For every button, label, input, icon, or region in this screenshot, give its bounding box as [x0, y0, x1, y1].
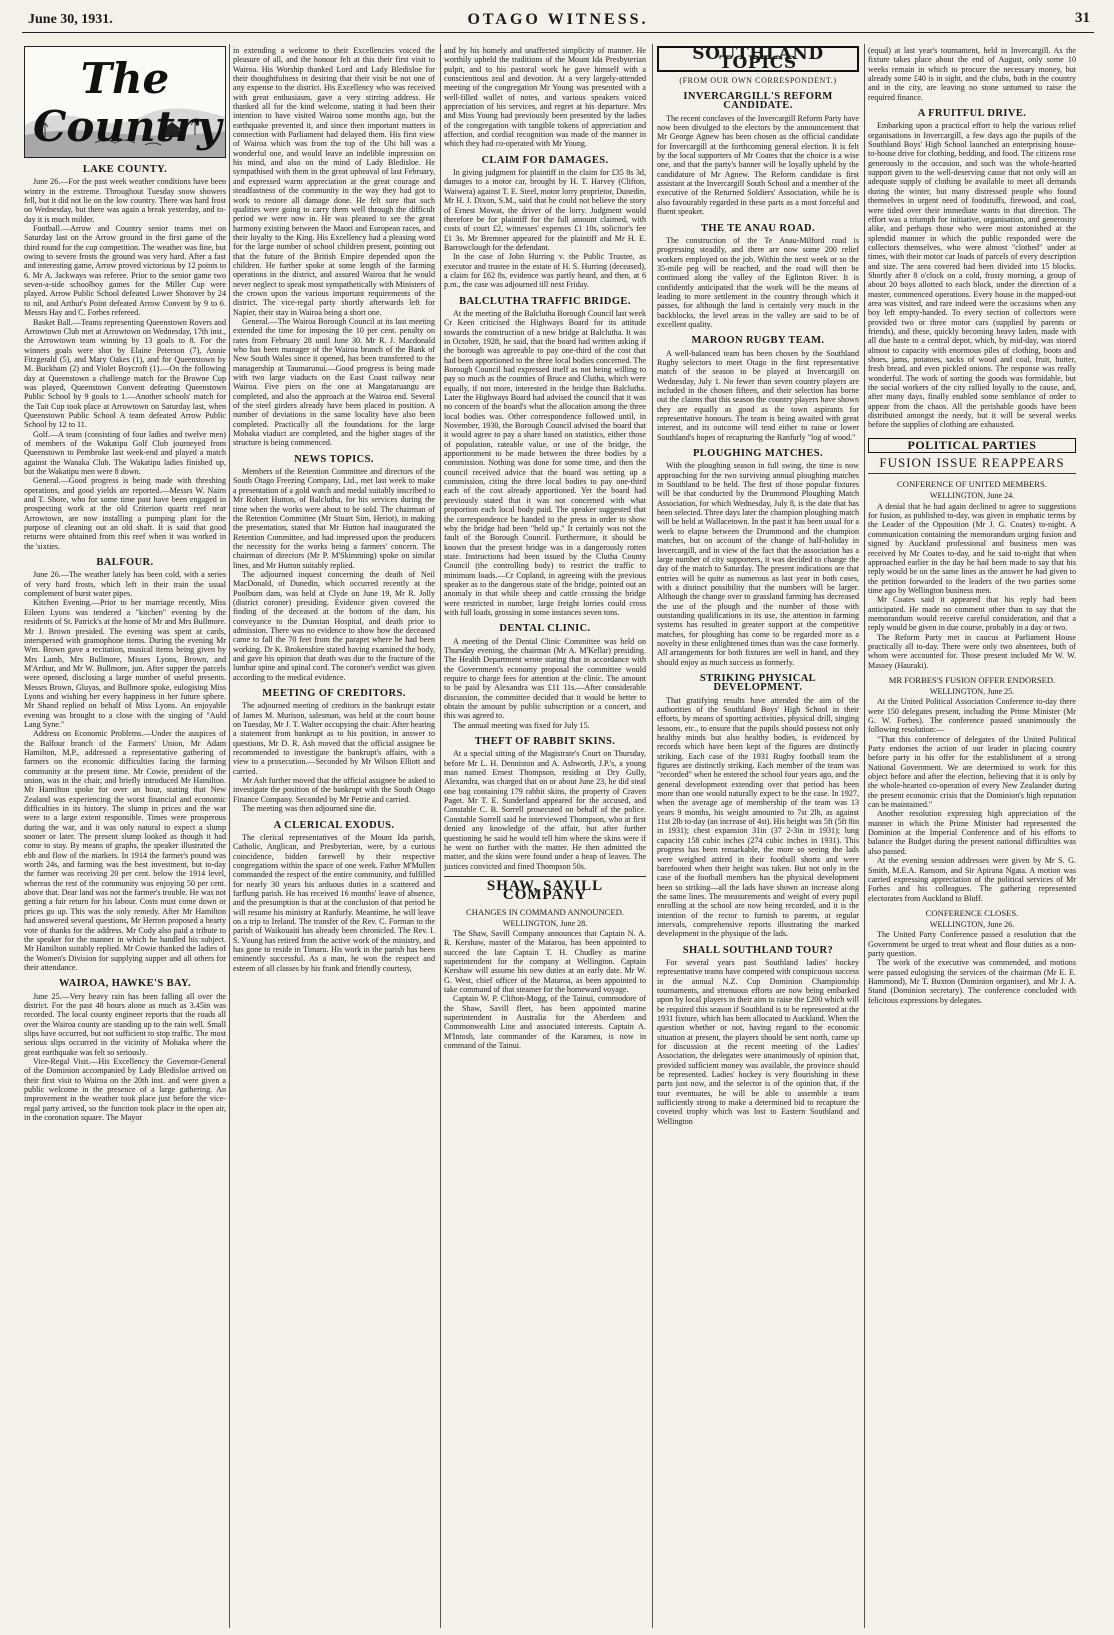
paragraph: That gratifying results have attended the aim of the authorities of the Southland Boys' High School in their efforts, by means of sporting activities, physical drill, singing lessons, etc., to ensure that the pupils should possess not only healthy minds but also healthy bodies, is evidenced by records which have been kept of the figures are distinctly striking. Each case of the 1931 Rugby football team the figures are distinctly striking. Each member of the team was "recorded" when he entered the school four years ago, and the general development extending over that period has been more than one would naturally expect to be the case. In 1927, when the average age of membership of the team was 13 years 9 months, his weight amounted to 7st 2lb, as against 11st 2lb to-day (an increase of 4st). His height was 5ft (5ft 8in in 1931); chest expansion 31in (37 2-3in in 1931); lung capacity 158 cubic inches (274 cubic inches in 1931). This progress has been remarkable, the more so seeing the lads were weighed attired in their football shorts and were barefooted when their height was taken. But not only in the case of the football members has the physical development been so striking—all the lads have shown an increase along the same lines. The measurements and weight of every pupil enrolling at the school are now being recorded, and it is the intention of the rector to furnish to parents, at regular intervals, comprehensive reports illustrating the marked development in the physique of the lads.: [657, 695, 859, 939]
section-heading: DENTAL CLINIC.: [499, 623, 591, 635]
paragraph: Embarking upon a practical effort to help the various relief organisations in Invercargill, a few days ago the pupils of the Southland Boys' High School launched an enterprising house-to-house drive for clothing, bedding, and food. The citizens rose generously to the occasion, and such was the whole-hearted support given to the well-deserving cause that not only will an adequate supply of clothing be available to meet all demands during the winter, but many distressed people who found themselves in urgent need of foodstuffs, firewood, and coal, were tided over their immediate wants in that direction. The effort was a triumph for initiative, organisation, and generosity alike, and perhaps those who were most astonished at the splendid manner in which the public responded were the collectors themselves, who were almost "clothed" under at times, with their motor car loads of parcels of every description and size. The area covered had been divided into 15 blocks. Shortly after 8 o'clock on a cold, frosty morning, a group of about 20 boys allotted to each block, under the direction of a master, commenced operations. Every house in the mapped-out area was visited, and rare indeed were the occasions when any boy left empty-handed. To every section of collectors were provided two or three motor cars (supplied by parents or friends), and these, quickly becoming heavy laden, made with all due haste to a central depot, which, by mid-day, was stored almost to capacity with enormous piles of clothing, boots and shoes, jams, potatoes, sacks of wood and coal, fruit, butter, fresh bread, and even pickled onions. The response was really wonderful. The work of sorting the goods was formidable, but the social workers of the city rallied loyally to the cause, and, after many days, finally enabled some semblance of order to appear from the chaos. All the perishable goods have been distributed amongst the needy, but it will be several weeks before the supplies of clothing are exhausted.: [868, 121, 1076, 430]
paragraph: "That this conference of delegates of the United Political Party endorses the action of our leader in placing country before party in his offer for the establishment of a strong National Government. We are determined to work for this object before and after the election, believing that it is only by the whole-hearted co-operation of every New Zealander during the present economic crisis that the Dominion's high reputation can be maintained.": [868, 734, 1076, 810]
paragraph: General.—The Wairoa Borough Council at its last meeting extended the time for imposing the 10 per cent. penalty on rates from February 28 until June 30. Mr R. J. Macdonald who has been manager of the Wairoa branch of the Bank of New South Wales since it opened, has been transferred to the managership at Taumarunui.—Good progress is being made with two large viaducts on the East Coast railway near Wairoa. Five piers on the one at Mangataruangu are completed, and also the approach at the Wairoa end. Several of the steel girders already have been placed in position. A number of deviations in the same locality have also been completed. Practically all the foundations for the large Mohaka viaduct are completed, and the higher stages of the structure is being commenced.: [233, 316, 435, 448]
shaw-savill-headline: SHAW, SAVILL COMPANY: [486, 877, 604, 904]
divider: [868, 473, 1076, 474]
section-heading: LAKE COUNTY.: [82, 164, 168, 175]
paragraph: A denial that he had again declined to agree to suggestions for fusion, as published to-day, was given in emphatic terms by the Leader of the Opposition (Mr J. G. Coates) to-night. A communication containing the memorandum urging fusion and signed by Auckland professional and business men was received by Mr Coates to-day, and he said to-night that when approached earlier in the day he had been made to say that his reply would be on the same lines as the answer he had given to the petition forwarded to the leaders of the two parties some time ago by Wellington business men.: [868, 501, 1076, 595]
paragraph: The United Party Conference passed a resolution that the Government be urged to treat wheat and flour duties as a non-party question.: [868, 930, 1076, 958]
paragraph: (equal) at last year's tournament, held in Invercargill. As the fixture takes place about the end of August, only some 10 weeks remain in which to procure the necessary money, but already some £40 is in sight, and the clubs, both in the country and in the city, are leaving no stone unturned to raise the required finance.: [868, 46, 1076, 102]
paragraph: At the meeting of the Balclutha Borough Council last week Cr Keen criticised the Highways Board for its attitude towards the construction of a new bridge at Balclutha. It was in October, 1928, he said, that the board had written asking if the borough was agreeable to pay one-third of the cost that had been apportioned to the three local bodies concerned. The Borough Council had expressed itself as not being willing to pay so much as the counties of Bruce and Clutha, which were equally, if not more, interested in the bridge than Balclutha. Later the Highways Board had advised the council that it was no concern of the board's what the allocation among the three local bodies was. Other correspondence followed until, in November, 1930, the Borough Council advised the board that it would agree to pay a share based on statistics, either those of population, rateable value, or use of the bridge, the apportionment to be made between the three bodies by a commission. Nothing was done for some time, and then the council received advice that the board was setting up a commission, citing the three local bodies to pay one-third each of the cost already apportioned. Yet the board had previously stated that it was not concerned with what proportion each local body paid. The speaker suggested that the correspondence be handed to the press in order to show why the bridge had been "held up." It certainly was not the fault of the Borough Council. Furthermore, it should be known that the present bridge was in a dangerously rotten state. Instructions had been issued by the Clutha County Council (the controlling body) to restrict the traffic to minimum loads.—Cr Copland, in agreeing with the previous speaker as to the dangerous state of the bridge, pointed out an anomaly in that while sheep and cattle crossing the bridge were restricted in number, large freight lorries could cross with full loads, grossing in some instances seven tons.: [444, 308, 646, 617]
paragraph: For several years past Southland ladies' hockey representative teams have competed with conspicuous success in the annual N.Z. Cup Dominion Championship tournaments, and strenuous efforts are now being embarked upon by local players in their aim to raise the £200 which will be required this season if Southland is to be represented at the 1931 fixture, which has been allocated to Auckland. When the question whether or not, having regard to the economic situation at present, the players should be sent north, came up for discussion at the recent meeting of the Ladies' Association, the delegates were unanimously of opinion that, provided sufficient money was available, the province should be represented. Ladies' hockey is very flourishing in these parts just now, and the selector is of the opinion that, if the tour eventuates, he will be able to assemble a team sufficiently strong to make a determined bid to recapture the coveted trophy which was lost to Eastern Southland and Wellington: [657, 957, 859, 1126]
paragraph: and by his homely and unaffected simplicity of manner. He worthily upheld the traditions of the Mount Ida Presbyterian pulpit, and to his pastoral work he gave himself with a conscientious zeal and devotion. At a very largely-attended meeting of the congregation Mr Young was presented with a well-filled wallet of notes, and various speakers voiced appreciation of his services, and regret at his departure. Mrs and Miss Young had previously been presented by the ladies of the congregation with tangible tokens of appreciation and affection, and cordial recognition was made of the manner in which they had co-operated with Mr Young.: [444, 46, 646, 149]
paragraph: Address on Economic Problems.—Under the auspices of the Balfour branch of the Farmers' Union, Mr Adam Hamilton, M.P., addressed a representative gathering of farmers on the economic difficulties facing the farming community at the present time. Mr Cowie, president of the union, was in the chair, and briefly introduced Mr Hamilton. Mr Hamilton spoke for over an hour, stating that New Zealand was experiencing the worst financial and economic difficulties in its history. The slump in prices and the war were to a large extent responsible. Times were prosperous during the war, and it was only natural to expect a slump sooner or later. The present slump looked as though it had come to stay. By means of graphs, the speaker illustrated the ebb and flow of the markets. In 1914 the farmer's pound was worth 24s, and farming was the best investment, but to-day the farmer was receiving 20 per cent. below the 1914 level, whereas the rest of the community was enjoying 50 per cent. above that. Dear land was not the farmer's trouble. He was not getting a fair return for his labour. Costs must come down or prices go up. This was the only remedy. After Mr Hamilton had answered several questions, Mr Herron proposed a hearty vote of thanks for the address. Mr Cody also paid a tribute to the speaker for the manner in which he handled his subject. Mr Hamilton suitably replied. Mr Cowie thanked the ladies of the Women's Division for supplying supper and all others for their attendance.: [24, 729, 226, 972]
logo-wordmark: The Country: [33, 54, 222, 151]
section-heading: MAROON RUGBY TEAM.: [691, 335, 825, 347]
dateline: WELLINGTON, June 24.: [929, 491, 1015, 501]
paragraph: June 26.—For the past week weather conditions have been wintry in the extreme. Throughout Tuesday snow showers fell, but it did not lie on the low country. There was hard frost on Wednesday, but there was again a break yesterday, and to-day it is much milder.: [24, 177, 226, 224]
section-heading: A FRUITFUL DRIVE.: [917, 108, 1027, 120]
paragraph: in extending a welcome to their Excellencies voiced the pleasure of all, and the honour felt at this their first visit to Wairoa. His Worship thanked Lord and Lady Bledisloe for their thoughtfulness in desiring that their visit be not one of any expense to the district. His Excellency who was received with great enthusiasm, gave a very stirring address. He thanked all for the kind welcome, stating it had been their intention to have visited Wairoa some months ago, but the earthquake prevented it, and since then important matters in connection with Parliament had delayed them. His first view of Wairoa which was from the top of the Uhi hill was a wonderful one, and would leave an indelible impression on his mind, and also on the mind of Lady Bledisloe. He sympathised with them in the great upheaval of last February, and expressed warm appreciation at the great courage and steadfastness of the community in the way they had got to work to restore all damage done. He felt sure that such qualities were going to carry them well through the difficult period we were now in. He was pleased to see the great harmony existing between the Maori and European races, and their loyalty to the King. His Excellency had a pleasing word for the large number of school children present, pointing out that the future of the British Empire depended upon the children. He further spoke at some length of the farming operations in the district, and assured Wairoa that he would never neglect to speak most sympathetically with Ministers of the crown upon the various important requirements of the district. The vice-regal party shortly afterwards left for Napier, their stay in Wairoa being a short one.: [233, 46, 435, 317]
paragraph: At a special sitting of the Magistrate's Court on Thursday, before Mr L. H. Denniston and A. Ashworth, J.P.'s, a young man named Ernest Thompson, residing at Dry Gully, Alexandra, was charged that on or about June 23, he did steal one bag containing 179 rabbit skins, the property of Craven Paget. Mr T. E. Sunderland appeared for the accused, and Constable C. B. Sorrell prosecuted on behalf of the police. Constable Sorrell said he interviewed Thompson, who at first denied any knowledge of the affair, but after further questioning he said he would tell him where the skins were if he went no further with the matter. He then admitted the matter, and the skins were found under a heap of leaves. The justices convicted and fined Thompson 50s.: [444, 749, 646, 871]
sub-heading: CHANGES IN COMMAND ANNOUNCED.: [465, 906, 625, 917]
paragraph: The Shaw, Savill Company announces that Captain N. A. R. Kershaw, master of the Mataroa, has been appointed to succeed the late Captain T. H. Chudley as marine superintendent for the company at Wellington. Captain Kershaw will assume his new duties at an early date. Mr W. G. West, chief officer of the Mataroa, as been appointed to take command of that steamer for the homeward voyage.: [444, 928, 646, 994]
sub-heading: CONFERENCE OF UNITED MEMBERS.: [897, 479, 1047, 490]
paragraph: In giving judgment for plaintiff in the claim for £35 8s 3d, damages to a motor car, brought by H. T. Harvey (Clifton, Waiwera) against T. E. Steel, motor lorry proprietor, Dunedin, Mr H. J. Dixon, S.M., said that he could not believe the story of Ernest Mowat, the driver of the lorry. Judgment would therefore be for plaintiff for the full amount claimed, with costs of court £2, witnesses' expenses £1 10s, solicitor's fee £1 3s. Mr Bremner appeared for the plaintiff and Mr H. E. Barrowclough for the defendant.: [444, 168, 646, 252]
issue-date: June 30, 1931.: [28, 12, 113, 27]
section-heading: SHALL SOUTHLAND TOUR?: [682, 944, 834, 956]
paragraph: In the case of John Hurring v. the Public Trustee, as executor and trustee in the estate of H. S. Hurring (deceased), a claim for £62 8s, evidence was partly heard, and then, at 6 p.m., the case was adjourned till next Friday.: [444, 252, 646, 290]
the-country-logo: [24, 46, 226, 158]
column-4: [657, 46, 859, 1626]
paragraph: June 25.—Very heavy rain has been falling all over the district. For the past 48 hours alone as much as 3.45in was recorded. The local county engineer reports that the roads all over the Wairoa county are standing up to the rain well. Small slips have occurred, but not sufficient to stop traffic. The most serious slips occurred in the vicinity of Mohaka where the great earthquake was felt so seriously.: [24, 991, 226, 1057]
southland-topics-banner: SOUTHLAND TOPICS: [657, 46, 859, 72]
column-rule: [652, 44, 653, 1628]
section-heading: THEFT OF RABBIT SKINS.: [474, 736, 616, 748]
section-heading: MEETING OF CREDITORS.: [262, 688, 406, 700]
dateline: WELLINGTON, June 26.: [929, 919, 1015, 929]
column-1: [24, 46, 226, 1626]
paragraph: The clerical representatives of the Mount Ida parish, Catholic, Anglican, and Presbyterian, were, by a curious coincidence, bidden farewell by their respective congregations within the space of one week. Father M'Mullen commanded the respect of the entire community, and fulfilled for nearly 30 years his arduous duties in a scattered and farflung parish. He has received 16 months' leave of absence, and the presumption is that at the conclusion of that period he will resume his ministry at Ranfurly. Meantime, he will leave on a trip to Ireland. The transfer of the Rev. C. Forman to the parish of Waikouaiti has already been chronicled. The Rev. I. S. Young has retired from the active work of the ministry, and has gone to reside in Timaru. His work in the parish has been eminently successful. As a man, he won the respect and esteem of all classes by his frank and friendly courtesy,: [233, 832, 435, 973]
masthead: OTAGO WITNESS.: [467, 11, 649, 28]
paragraph: June 26.—The weather lately has been cold, with a series of very hard frosts, which left in their train the usual complement of burst water pipes.: [24, 570, 226, 599]
page-header: [22, 8, 1094, 33]
paragraph: Another resolution expressing high appreciation of the manner in which the Prime Minister had represented the Dominion at the Imperial Conference and of his efforts to balance the Budget during the present national difficulties was also passed.: [868, 809, 1076, 856]
dateline: WELLINGTON, June 25.: [929, 686, 1015, 696]
political-headline: FUSION ISSUE REAPPEARS: [879, 455, 1065, 471]
paragraph: The adjourned inquest concerning the death of Neil MacDonald, of Dunedin, which occurred recently at the Poolburn dam, was held at Clyde on June 19, Mr R. Jolly (district coroner) presiding. Evidence given covered the finding of the deceased at the bottom of the dam, his conveyance to the Dunstan Hospital, and death prior to admission. There was no evidence to show how the deceased came to fall the 70 feet from the parapet where he had been working. Dr K. Brokenshire stated having examined the body, and gave his opinion that death was due to the fracture of the lumbar spine and spinal cord. The coroner's verdict was given according to the medical evidence.: [233, 569, 435, 682]
dateline: WELLINGTON, June 28.: [502, 918, 588, 928]
byline: (FROM OUR OWN CORRESPONDENT.): [679, 75, 837, 85]
paragraph: Vice-Regal Visit.—His Excellency the Governor-General of the Dominion accompanied by Lady Bledisloe arrived on their first visit to Wairoa on the 20th inst. and were given a public welcome in the presence of a large gathering. An improvement in the weather took place just before the vice-regal party arrived, so the function took place in the open air, in the coronation square. The Mayor: [24, 1056, 226, 1123]
paragraph: The construction of the Te Anau-Milford road is progressing steadily, and there are now some 200 relief workers employed on the job. Within the next week or so the 35-mile peg will be reached, and the road will then be continued along the valley of the Eglinton River. It is confidently anticipated that the work will be the means of leading to more settlement in the country through which it passes, for although the land is certainly very much in the backblocks, the level areas in the valley are said to be of excellent quality.: [657, 235, 859, 329]
paragraph: The Reform Party met in caucus at Parliament House practically all to-day. There were only two absentees, both of whom were accounted for. Those present included Mr W. W. Massey (Hauraki).: [868, 632, 1076, 670]
paragraph: Mr Coates said it appeared that his reply had been anticipated. He made no comment other than to say that the memorandum would receive careful consideration, and that a reply would be given in due course, probably in a day or two.: [868, 595, 1076, 633]
column-rule: [440, 44, 441, 1628]
paragraph: The recent conclaves of the Invercargill Reform Party have now been divulged to the electors by the announcement that Mr George Agnew has been chosen as the official candidate for Invercargill at the forthcoming general election. It is felt by the local supporters of Mr Coates that the choice is a wise one, and that the party's banner will be loyally upheld by the candidature of Mr Agnew. The Reform candidate is first assistant at the Invercargill South School and a member of the executive of the Returned Soldiers' Association, while he is also favourably regarded in these parts as a most forceful and fluent speaker.: [657, 113, 859, 217]
paragraph: The adjourned meeting of creditors in the bankrupt estate of James M. Murison, salesman, was held at the court house on Tuesday, Mr J. T. Walter occupying the chair. After hearing a statement from bankrupt as to his position, in answer to questions, Mr D. R. Ash moved that the official assignee be recommended to investigate the bankrupt's affairs, with a view to a prosecution.—Seconded by Mr Wilson Elliott and carried.: [233, 701, 435, 776]
paragraph: Golf.—A team (consisting of four ladies and twelve men) of members of the Wakatipu Golf Club journeyed from Queenstown to Pembroke last week-end and played a match against the Wanaka Club. The Wakatipu ladies finished up, but the Wakatipu men were 8 down.: [24, 429, 226, 476]
column-rule: [864, 44, 865, 1628]
section-heading: STRIKING PHYSICAL DEVELOPMENT.: [699, 672, 817, 694]
paragraph: Football.—Arrow and Country senior teams met on Saturday last on the Arrow ground in the first game of the third round for the cup competition. The weather was fine, but owing to severe frosts the ground was very hard. After a fast and interesting game, Arrow proved victorious by 12 points to 6. Mr A. Jackways was referee. Prior to the senior game two seven-a-side schoolboy games for the Miller Cup were played. Arrow Public School defeated Lower Shotover by 24 to nil, and Arthur's Point defeated Arrow Convent by 9 to 6. Messrs Hay and C. Forbes refereed.: [24, 224, 226, 318]
paragraph: The work of the executive was commended, and motions were passed eulogising the services of the chairman (Mr E. E. Hammond), Mr T. Buxton (Dominion organiser), and Mr J. A. Stand (Dominion secretary). The conference concluded with felicitous expressions by delegates.: [868, 958, 1076, 1005]
column-5: [868, 46, 1076, 1626]
paragraph: A meeting of the Dental Clinic Committee was held on Thursday evening, the chairman (Mr A. M'Kellar) presiding. The Health Department wrote stating that in accordance with the Government's economy proposal the committee would require to charge fees for attention at the clinic. The amount to be paid by Alexandra was £11 11s.—After considerable discussion, the committee decided that it would be better to obtain the amount by public subscription or a concert, and this was agreed to.: [444, 636, 646, 721]
section-heading: BALFOUR.: [96, 557, 154, 569]
sub-heading: CONFERENCE CLOSES.: [925, 907, 1019, 918]
paragraph: Basket Ball.—Teams representing Queenstown Rovers and Arrowtown Club met at Arrowtown on Wednesday, 17th inst., the Arrowtown team winning by 13 goals to 8. For the winners goals were shot by Elaine Peterson (7), Annie Fitzgerald (5), and Mary Oakes (1), and for Queenstown by M. Buckham (2) and Violet Boycroft (1).—On the following day at Queenstown a challenge match for the Browne Cup was played, Queenstown Convent defeating Queenstown Public School by 9 goals to 1.—Another schools' match for the Tait Cup took place at Arrowtown on Saturday last, when Queenstown Public School A team defeated Arrow Public School by 12 to 11.: [24, 317, 226, 430]
paragraph: Kitchen Evening.—Prior to her marriage recently, Miss Eileen Lyons was tendered a "kitchen" evening by the residents of St. Patrick's at the home of Mr and Mrs Bullmore. Mr J. Brown presided. The evening was spent at cards, interspersed with gramophone items. During the evening Mr Wm. Brown gave a recitation, musical items being given by Mrs Lamb, Mrs Bullmore, Misses Lyons, Brown, and M'Arthur, and Mr W. Bullmore, jun. After supper the parcels were opened, disclosing a large number of useful presents. Messrs Brown, Gluyas, and Bullmore spoke, eulogising Miss Lyons and wishing her every happiness in her future sphere. Mr Shand replied on behalf of Miss Lyons. An enjoyable evening was brought to a close with the singing of "Auld Lang Syne.": [24, 598, 226, 729]
column-rule: [229, 44, 230, 1628]
sub-heading: MR FORBES'S FUSION OFFER ENDORSED.: [888, 674, 1056, 685]
section-heading: THE TE ANAU ROAD.: [701, 222, 815, 234]
paragraph: Mr Ash further moved that the official assignee be asked to investigate the position of the bankrupt with the South Otago Finance Company. Seconded by Mr Petrie and carried.: [233, 776, 435, 804]
section-heading: A CLERICAL EXODUS.: [273, 819, 395, 831]
paragraph: At the evening session addresses were given by Mr S. G. Smith, M.E.A. Ransom, and Sir Apirana Ngata. A motion was carried expressing appreciation of the political services of Mr Forbes and his colleagues. The gathering represented electorates from Auckland to Bluff.: [868, 856, 1076, 903]
political-parties-box: POLITICAL PARTIES: [868, 438, 1076, 453]
column-2: [233, 46, 435, 1626]
paragraph: The meeting was then adjourned sine die.: [242, 804, 377, 814]
section-heading: PLOUGHING MATCHES.: [692, 448, 824, 460]
paragraph: At the United Political Association Conference to-day there were 150 delegates present, including the Prime Minister (Mr G. W. Forbes). The conference passed unanimously the following resolution:—: [868, 697, 1076, 735]
section-heading: BALCLUTHA TRAFFIC BRIDGE.: [459, 295, 631, 307]
paragraph: General.—Good progress is being made with threshing operations, and good yields are reported.—Messrs W. Nairn and T. Shore, who for some time past have been engaged in prospecting work at the old Criterion quartz reef near Arrowtown, are now installing a pumping plant for the purpose of cleaning out an old shaft. It is said that good returns were obtained from this reef when it was worked in the 'sixties.: [24, 476, 226, 551]
section-heading: WAIROA, HAWKE'S BAY.: [58, 978, 192, 990]
paragraph: The annual meeting was fixed for July 15.: [453, 720, 590, 730]
page-number: 31: [1075, 10, 1090, 26]
paragraph: Captain W. P. Clifton-Mogg, of the Tainui, commodore of the Shaw, Savill fleet, has been appointed marine superintendent in Australia for the Aberdeen and Commonwealth Line and associated interests. Captain A. M'Intosh, late commander of the Karamea, is now in command of the Tainui.: [444, 994, 646, 1051]
divider: [444, 876, 646, 877]
paragraph: With the ploughing season in full swing, the time is now approaching for the two surviving annual ploughing matches in Southland to be held. The first of those popular fixtures will be that conducted by the Drummond Ploughing Match Association, for which Wednesday, July 8, is the date that has been selected. Three days later the champion ploughing match will be held at Wallacetown. In the past it has been usual for a week to elapse between the Drummond and the champion matches, but on account of the change of half-holiday in Invercargill, and in view of the fact that the association has a large number of city supporters, it was decided to change the day of the match to Saturday. The present indications are that entries will be quite as numerous as last year in both cases, with a distinct possibility that the numbers will be larger. Although the change over to grassland farming has decreased the use of the plough and the number of those with outstanding qualifications in its use, the attention in farming systems has resulted in greater support at the competitive matches, for ploughing has come to be regarded more as a novelty in these enlightened times than was the case formerly. All arrangements for both fixtures are well in hand, and they should enjoy as much success as formerly.: [657, 461, 859, 667]
paragraph: A well-balanced team has been chosen by the Southland Rugby selectors to meet Otago in the first representative match of the season to be played at Invercargill on Wednesday, July 1. No fewer than seven country players are included in the chosen fifteen, and their selection has borne out the claims that this season the country players have shown they are equally as good as the town aspirants for representative honours. The team is being awaited with great interest, and its outcome will tend either to raise or lower Southland's hopes of recapturing the Ranfurly "log of wood.": [657, 348, 859, 442]
column-3: [444, 46, 646, 1626]
paragraph: Members of the Retention Committee and directors of the South Otago Freezing Company, Ltd., met last week to make a presentation of a gold watch and medal suitably inscribed to Mr Robert Hutton, of Balclutha, for his services during the time when the works were about to be sold. The chairman of the Retention Committee (Mr Stuart Sim, Heriot), in making the presentation, stated that Mr Hutton had inaugurated the Retention Committee, and had impressed upon the producers the necessity for the works being a farmers' concern. The chairman of directors (Mr P. M'Skimming) spoke on similar lines, and Mr Hutton suitably replied.: [233, 467, 435, 570]
section-heading: CLAIM FOR DAMAGES.: [481, 154, 609, 166]
section-heading: NEWS TOPICS.: [294, 453, 374, 465]
section-heading: INVERCARGILL'S REFORM CANDIDATE.: [683, 91, 833, 112]
